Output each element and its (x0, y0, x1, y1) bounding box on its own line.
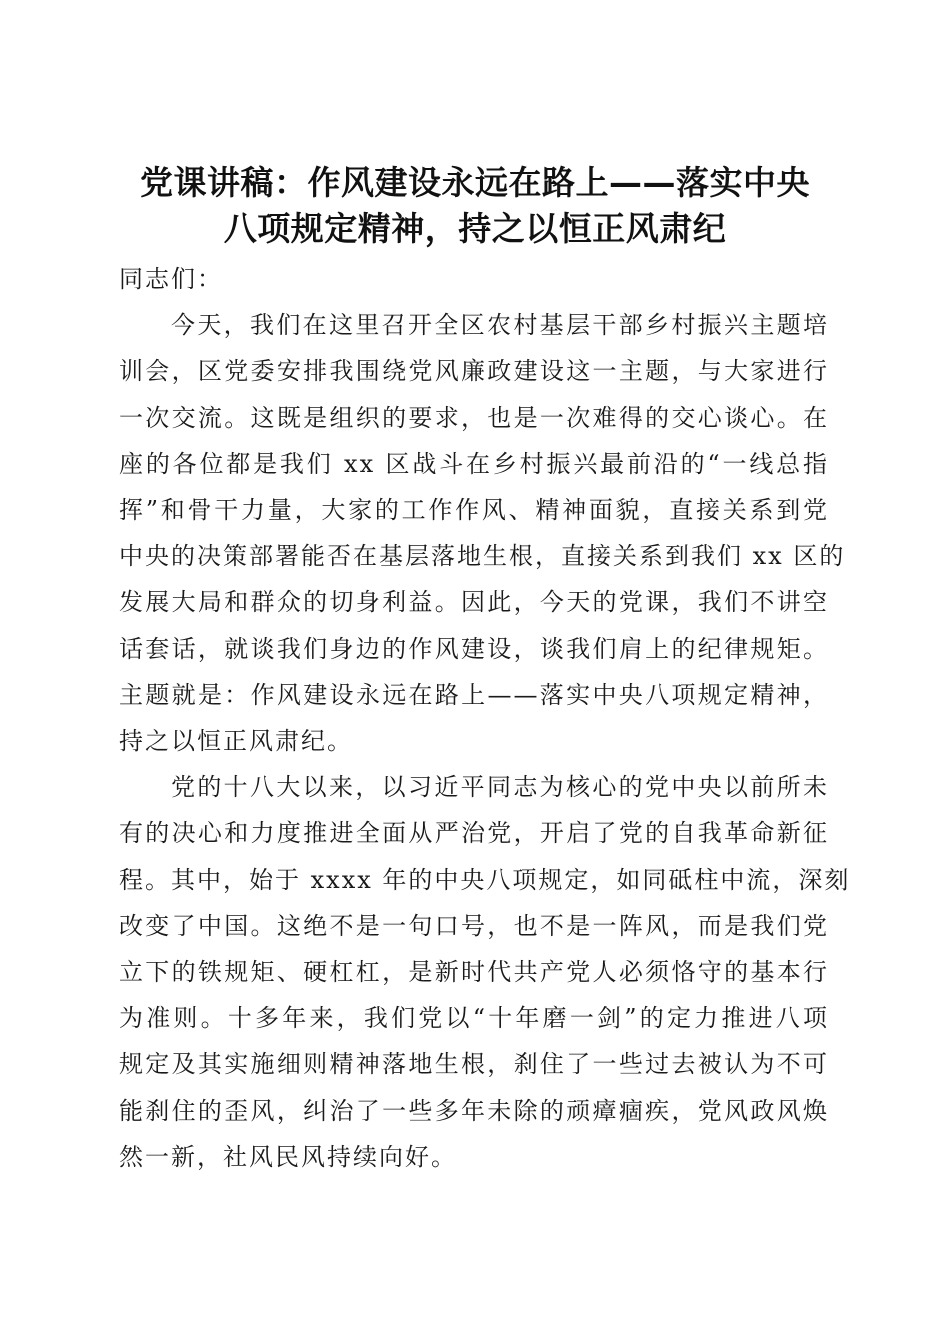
paragraph-line: 然一新，社风民风持续向好。 (119, 1142, 457, 1171)
paragraph-line: 改变了中国。这绝不是一句口号，也不是一阵风，而是我们党 (119, 911, 829, 940)
paragraph-line: 一次交流。这既是组织的要求，也是一次难得的交心谈心。在 (119, 403, 829, 432)
salutation: 同志们： (119, 265, 223, 293)
title-line-2: 八项规定精神，持之以恒正风肃纪 (223, 209, 727, 249)
paragraph-line: 训会，区党委安排我围绕党风廉政建设这一主题，与大家进行 (119, 357, 829, 386)
paragraph-line: 座的各位都是我们 xx 区战斗在乡村振兴最前沿的“一线总指 (119, 449, 829, 478)
paragraph-line: 话套话，就谈我们身边的作风建设，谈我们肩上的纪律规矩。 (119, 634, 829, 663)
paragraph-line: 规定及其实施细则精神落地生根，刹住了一些过去被认为不可 (119, 1050, 829, 1079)
paragraph-line: 程。其中，始于 xxxx 年的中央八项规定，如同砥柱中流，深刻 (119, 865, 851, 894)
paragraph-line: 持之以恒正风肃纪。 (119, 727, 353, 756)
paragraph-line: 立下的铁规矩、硬杠杠，是新时代共产党人必须恪守的基本行 (119, 958, 829, 987)
paragraph-line: 发展大局和群众的切身利益。因此，今天的党课，我们不讲空 (119, 588, 829, 617)
paragraph-line: 为准则。十多年来，我们党以“十年磨一剑”的定力推进八项 (119, 1004, 829, 1033)
paragraph-line: 中央的决策部署能否在基层落地生根，直接关系到我们 xx 区的 (119, 542, 846, 571)
paragraph-1 (119, 302, 846, 764)
paragraph-line: 挥”和骨干力量，大家的工作作风、精神面貌，直接关系到党 (119, 496, 829, 525)
paragraph-line: 主题就是：作风建设永远在路上——落实中央八项规定精神， (119, 680, 829, 709)
paragraph-line: 有的决心和力度推进全面从严治党，开启了党的自我革命新征 (119, 819, 829, 848)
paragraph-line: 能刹住的歪风，纠治了一些多年未除的顽瘴痼疾，党风政风焕 (119, 1096, 829, 1125)
document-body (119, 256, 851, 1180)
paragraph-line: 党的十八大以来，以习近平同志为核心的党中央以前所未 (171, 773, 829, 802)
paragraph-line: 今天，我们在这里召开全区农村基层干部乡村振兴主题培 (171, 311, 829, 340)
title-line-1: 党课讲稿：作风建设永远在路上——落实中央 (140, 163, 810, 203)
paragraph-2 (119, 764, 851, 1180)
document-title (110, 160, 840, 252)
